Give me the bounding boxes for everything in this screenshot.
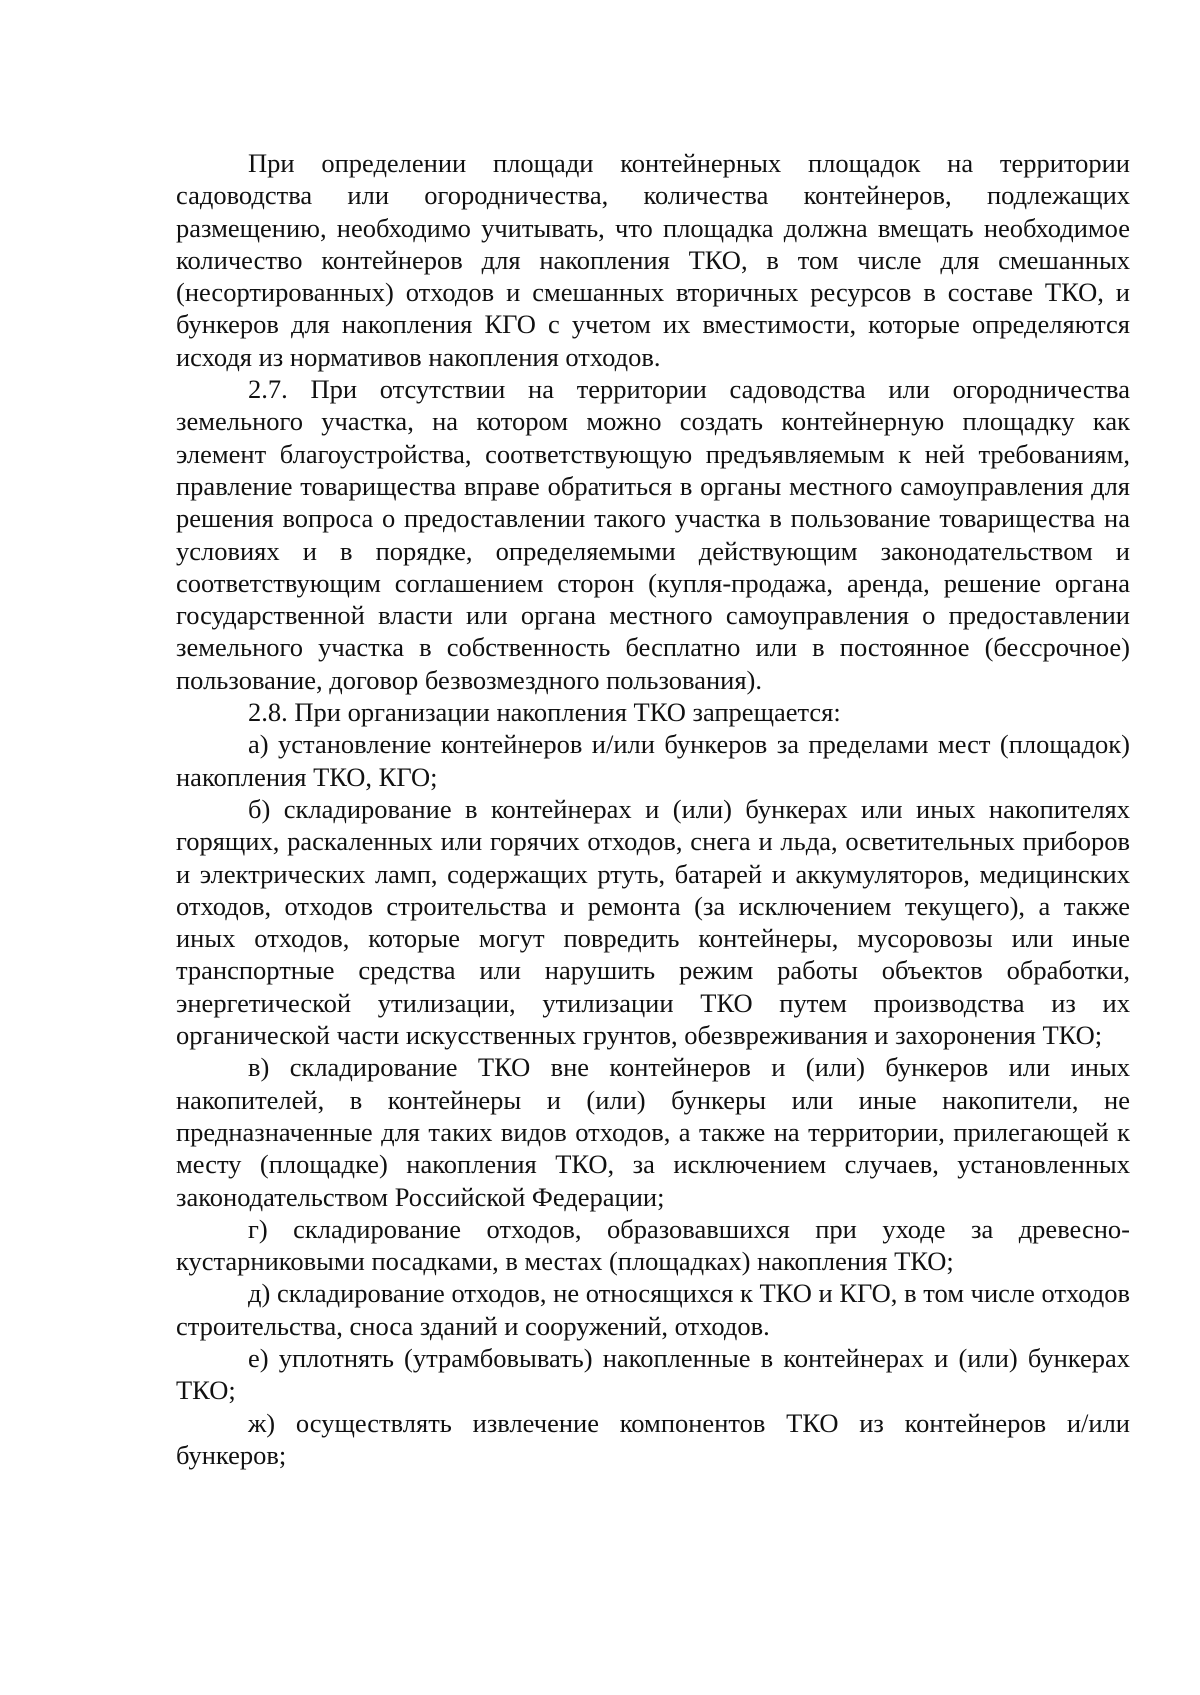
list-item-a: а) установление контейнеров и/или бункеров за пределами мест (площадок) накопления ТКО, КГО; bbox=[176, 729, 1130, 792]
list-item-v: в) складирование ТКО вне контейнеров и (или) бункеров или иных накопителей, в контейнеры и (или) бункеры или иные накопители, не предназначенные для таких видов отходов, а также на территории, прилегающей к месту (площадке) накопления ТКО, за исключением случаев, установленных законодательством Российской Федерации; bbox=[176, 1052, 1130, 1212]
list-item-zh: ж) осуществлять извлечение компонентов ТКО из контейнеров и/или бункеров; bbox=[176, 1407, 1130, 1470]
list-item-g: г) складирование отходов, образовавшихся при уходе за древесно-кустарниковыми посадками, в местах (площадках) накопления ТКО; bbox=[176, 1213, 1130, 1277]
paragraph-2-8: 2.8. При организации накопления ТКО запрещается: bbox=[248, 697, 841, 728]
list-item-e: е) уплотнять (утрамбовывать) накопленные в контейнерах и (или) бункерах ТКО; bbox=[176, 1342, 1130, 1406]
paragraph-2-7: 2.7. При отсутствии на территории садоводства или огородничества земельного участка, на котором можно создать контейнерную площадку как элемент благоустройства, соответствующую предъявляемым к ней требованиям, правление товарищества вправе обратиться в органы местного самоуправления для решения вопроса о предоставлении такого участка в пользование товарищества на условиях и в порядке, определяемыми действующим законодательством и соответствующим соглашением сторон (купля-продажа, аренда, решение органа государственной власти или органа местного самоуправления о предоставлении земельного участка в собственность бесплатно или в постоянное (бессрочное) пользование, договор безвозмездного пользования). bbox=[176, 374, 1130, 695]
list-item-d: д) складирование отходов, не относящихся к ТКО и КГО, в том числе отходов строительства, сноса зданий и сооружений, отходов. bbox=[176, 1278, 1130, 1341]
document-body bbox=[176, 147, 1130, 1471]
list-item-b: б) складирование в контейнерах и (или) бункерах или иных накопителях горящих, раскаленных или горячих отходов, снега и льда, осветительных приборов и электрических ламп, содержащих ртуть, батарей и аккумуляторов, медицинских отходов, отходов строительства и ремонта (за исключением текущего), а также иных отходов, которые могут повредить контейнеры, мусоровозы или иные транспортные средства или нарушить режим работы объектов обработки, энергетической утилизации, утилизации ТКО путем производства из их органической части искусственных грунтов, обезвреживания и захоронения ТКО; bbox=[176, 793, 1130, 1051]
paragraph-container-area: При определении площади контейнерных площадок на территории садоводства или огородничества, количества контейнеров, подлежащих размещению, необходимо учитывать, что площадка должна вмещать необходимое количество контейнеров для накопления ТКО, в том числе для смешанных (несортированных) отходов и смешанных вторичных ресурсов в составе ТКО, и бункеров для накопления КГО с учетом их вместимости, которые определяются исходя из нормативов накопления отходов. bbox=[176, 148, 1130, 372]
